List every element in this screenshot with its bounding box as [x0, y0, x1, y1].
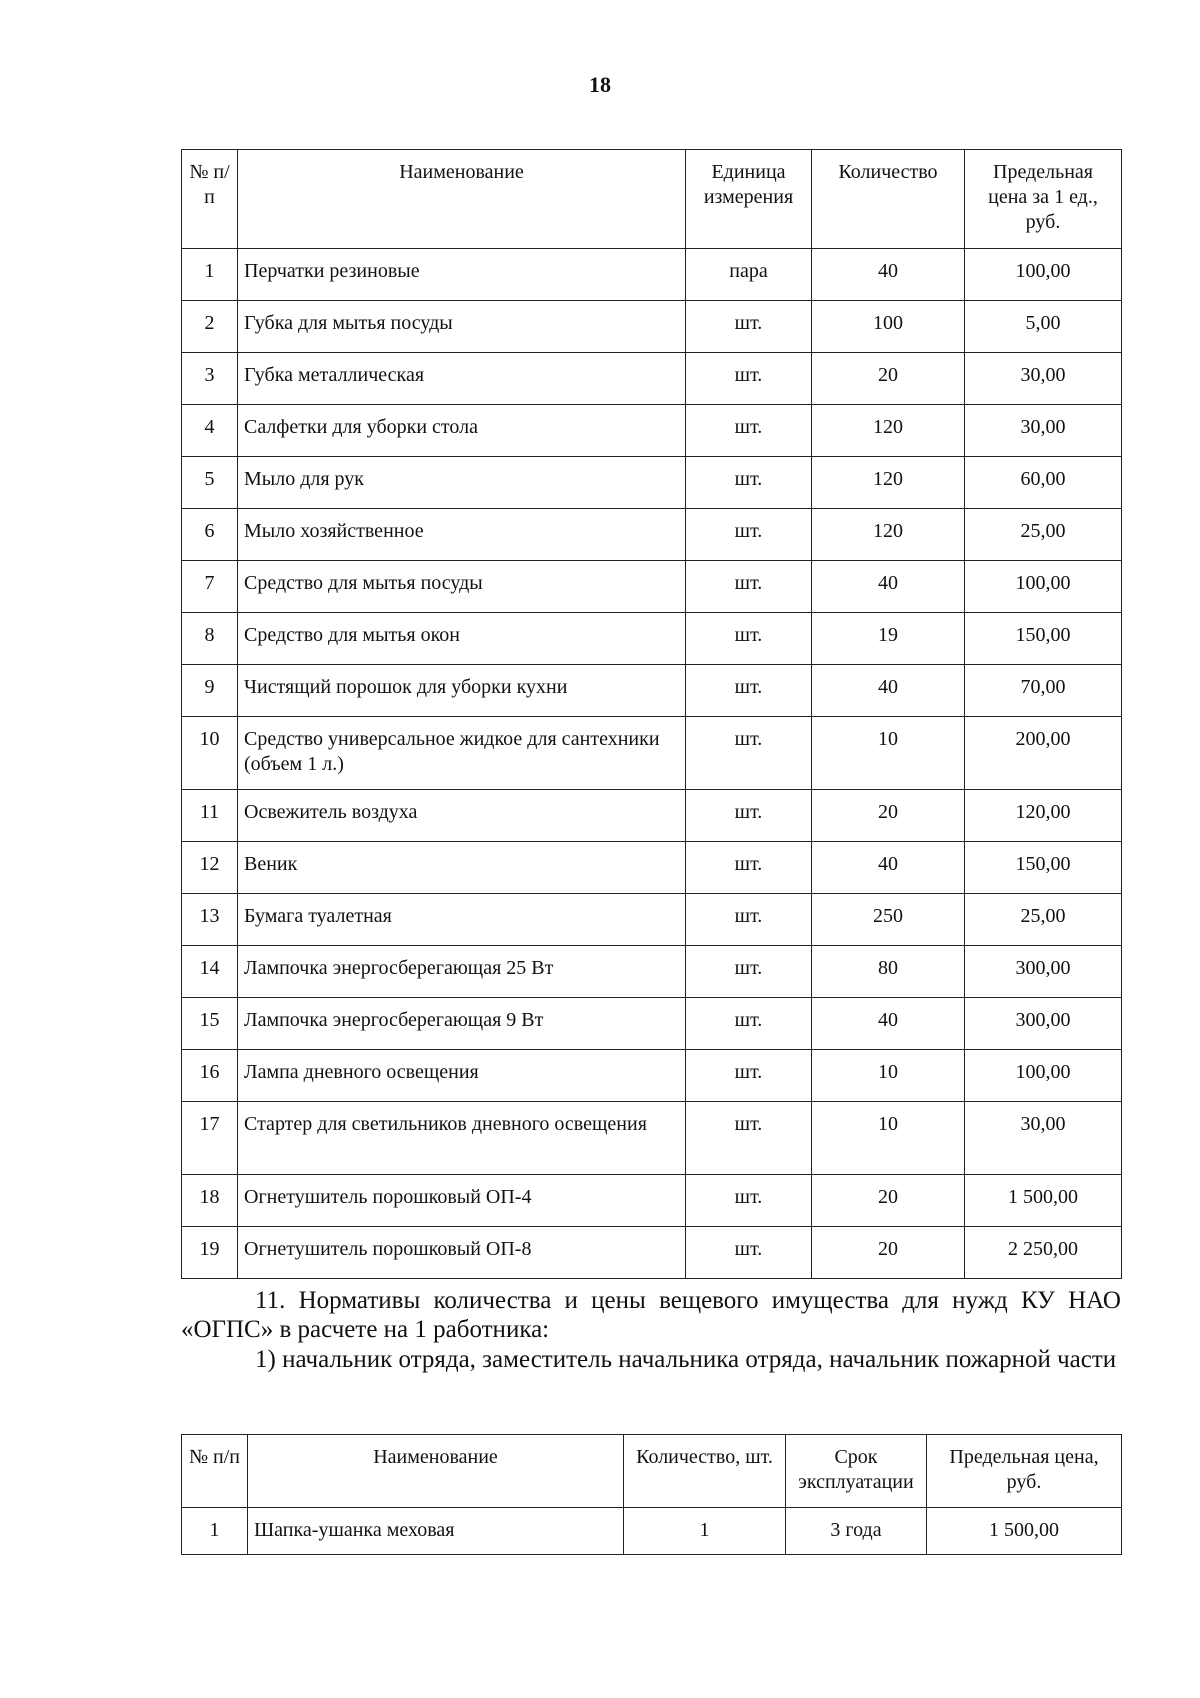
table-row	[182, 561, 1122, 613]
cell-qty: 40	[812, 249, 965, 301]
section-11-subparagraph: 1) начальник отряда, заместитель начальника отряда, начальник пожарной части	[255, 1346, 1117, 1373]
cell-name: Средство для мытья окон	[238, 613, 686, 665]
cell-price: 100,00	[965, 249, 1122, 301]
cell-price: 150,00	[965, 842, 1122, 894]
cell-num: 18	[182, 1175, 238, 1227]
cell-unit: шт.	[686, 1227, 812, 1279]
table-row	[182, 405, 1122, 457]
cell-num: 9	[182, 665, 238, 717]
table-row	[182, 613, 1122, 665]
header-unit: Единица измерения	[686, 150, 812, 249]
cell-qty: 40	[812, 665, 965, 717]
header-num: № п/п	[182, 150, 238, 249]
cell-unit: шт.	[686, 561, 812, 613]
cell-price: 150,00	[965, 613, 1122, 665]
cell-name: Лампа дневного освещения	[238, 1050, 686, 1102]
cell-qty: 250	[812, 894, 965, 946]
supplies-table-body	[182, 249, 1122, 1279]
cell-qty: 120	[812, 509, 965, 561]
table-header-row	[182, 150, 1122, 249]
table-row	[182, 457, 1122, 509]
cell-unit: шт.	[686, 717, 812, 790]
cell-name: Бумага туалетная	[238, 894, 686, 946]
cell-qty: 120	[812, 405, 965, 457]
cell-price: 5,00	[965, 301, 1122, 353]
cell-name: Шапка-ушанка меховая	[248, 1508, 624, 1555]
cell-unit: шт.	[686, 1050, 812, 1102]
header-term: Срок эксплуатации	[786, 1435, 927, 1508]
cell-price: 2 250,00	[965, 1227, 1122, 1279]
cell-num: 5	[182, 457, 238, 509]
cell-name: Салфетки для уборки стола	[238, 405, 686, 457]
cell-num: 15	[182, 998, 238, 1050]
table-row	[182, 1227, 1122, 1279]
supplies-table	[181, 149, 1122, 1279]
cell-term: 3 года	[786, 1508, 927, 1555]
cell-unit: шт.	[686, 405, 812, 457]
cell-name: Стартер для светильников дневного освещения	[238, 1102, 686, 1175]
cell-unit: шт.	[686, 842, 812, 894]
cell-num: 4	[182, 405, 238, 457]
cell-price: 120,00	[965, 790, 1122, 842]
cell-name: Лампочка энергосберегающая 9 Вт	[238, 998, 686, 1050]
header-qty: Количество	[812, 150, 965, 249]
cell-name: Мыло хозяйственное	[238, 509, 686, 561]
cell-name: Огнетушитель порошковый ОП-4	[238, 1175, 686, 1227]
cell-name: Лампочка энергосберегающая 25 Вт	[238, 946, 686, 998]
cell-price: 30,00	[965, 1102, 1122, 1175]
cell-num: 6	[182, 509, 238, 561]
table-row	[182, 353, 1122, 405]
table-row	[182, 249, 1122, 301]
cell-num: 13	[182, 894, 238, 946]
cell-name: Губка для мытья посуды	[238, 301, 686, 353]
cell-name: Веник	[238, 842, 686, 894]
cell-unit: шт.	[686, 894, 812, 946]
cell-qty: 20	[812, 790, 965, 842]
section-11-paragraph: 11. Нормативы количества и цены вещевого имущества для нужд КУ НАО «ОГПС» в расчете на 1 работника:	[181, 1287, 1121, 1343]
table-row	[182, 509, 1122, 561]
cell-num: 10	[182, 717, 238, 790]
cell-num: 17	[182, 1102, 238, 1175]
table-header-row	[182, 1435, 1122, 1508]
cell-name: Освежитель воздуха	[238, 790, 686, 842]
cell-num: 16	[182, 1050, 238, 1102]
table-row	[182, 894, 1122, 946]
cell-unit: шт.	[686, 457, 812, 509]
cell-qty: 10	[812, 1102, 965, 1175]
cell-unit: шт.	[686, 353, 812, 405]
table-row	[182, 946, 1122, 998]
cell-num: 2	[182, 301, 238, 353]
cell-price: 30,00	[965, 353, 1122, 405]
cell-price: 60,00	[965, 457, 1122, 509]
cell-price: 100,00	[965, 561, 1122, 613]
header-price: Предельная цена за 1 ед., руб.	[965, 150, 1122, 249]
cell-price: 25,00	[965, 894, 1122, 946]
cell-name: Средство для мытья посуды	[238, 561, 686, 613]
cell-num: 3	[182, 353, 238, 405]
cell-qty: 19	[812, 613, 965, 665]
table-row	[182, 1175, 1122, 1227]
table-row	[182, 790, 1122, 842]
cell-unit: шт.	[686, 613, 812, 665]
cell-unit: шт.	[686, 1175, 812, 1227]
header-num: № п/п	[182, 1435, 248, 1508]
cell-qty: 40	[812, 998, 965, 1050]
cell-name: Чистящий порошок для уборки кухни	[238, 665, 686, 717]
clothing-table-body	[182, 1508, 1122, 1555]
cell-unit: пара	[686, 249, 812, 301]
cell-qty: 20	[812, 353, 965, 405]
cell-unit: шт.	[686, 1102, 812, 1175]
cell-unit: шт.	[686, 946, 812, 998]
cell-name: Губка металлическая	[238, 353, 686, 405]
cell-unit: шт.	[686, 509, 812, 561]
cell-num: 11	[182, 790, 238, 842]
cell-qty: 10	[812, 1050, 965, 1102]
cell-price: 70,00	[965, 665, 1122, 717]
page-number: 18	[589, 72, 611, 97]
cell-qty: 10	[812, 717, 965, 790]
table-row	[182, 665, 1122, 717]
cell-num: 8	[182, 613, 238, 665]
cell-name: Средство универсальное жидкое для сантехники (объем 1 л.)	[238, 717, 686, 790]
cell-qty: 120	[812, 457, 965, 509]
cell-name: Перчатки резиновые	[238, 249, 686, 301]
header-name: Наименование	[248, 1435, 624, 1508]
cell-price: 300,00	[965, 998, 1122, 1050]
table-row	[182, 1102, 1122, 1175]
cell-qty: 100	[812, 301, 965, 353]
cell-price: 1 500,00	[927, 1508, 1122, 1555]
table-row	[182, 717, 1122, 790]
header-price: Предельная цена, руб.	[927, 1435, 1122, 1508]
cell-num: 1	[182, 1508, 248, 1555]
cell-unit: шт.	[686, 998, 812, 1050]
cell-unit: шт.	[686, 665, 812, 717]
cell-price: 25,00	[965, 509, 1122, 561]
cell-price: 300,00	[965, 946, 1122, 998]
cell-qty: 40	[812, 842, 965, 894]
cell-unit: шт.	[686, 790, 812, 842]
clothing-table	[181, 1434, 1122, 1555]
table-row	[182, 1050, 1122, 1102]
cell-price: 100,00	[965, 1050, 1122, 1102]
cell-price: 200,00	[965, 717, 1122, 790]
cell-num: 12	[182, 842, 238, 894]
cell-unit: шт.	[686, 301, 812, 353]
cell-price: 1 500,00	[965, 1175, 1122, 1227]
table-row	[182, 842, 1122, 894]
cell-qty: 1	[624, 1508, 786, 1555]
header-qty: Количество, шт.	[624, 1435, 786, 1508]
table-row	[182, 301, 1122, 353]
cell-num: 1	[182, 249, 238, 301]
cell-num: 14	[182, 946, 238, 998]
header-name: Наименование	[238, 150, 686, 249]
cell-num: 19	[182, 1227, 238, 1279]
cell-qty: 80	[812, 946, 965, 998]
table-row	[182, 998, 1122, 1050]
cell-qty: 40	[812, 561, 965, 613]
cell-price: 30,00	[965, 405, 1122, 457]
cell-name: Огнетушитель порошковый ОП-8	[238, 1227, 686, 1279]
cell-name: Мыло для рук	[238, 457, 686, 509]
cell-num: 7	[182, 561, 238, 613]
cell-qty: 20	[812, 1227, 965, 1279]
table-row	[182, 1508, 1122, 1555]
cell-qty: 20	[812, 1175, 965, 1227]
